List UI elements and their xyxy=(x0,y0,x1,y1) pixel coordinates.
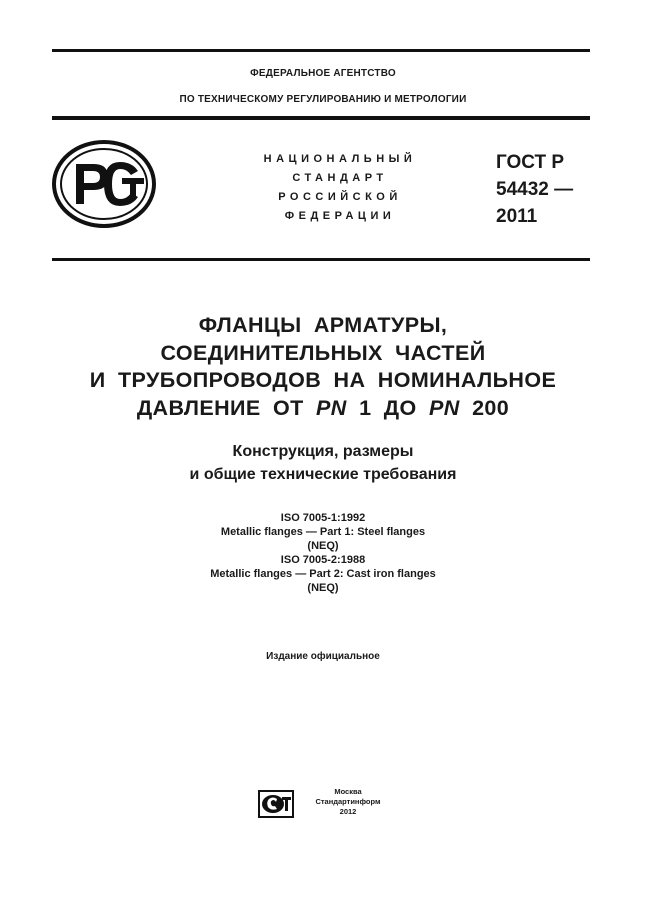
iso-ref-line: Metallic flanges — Part 2: Cast iron flanges xyxy=(210,568,436,580)
iso-references xyxy=(0,511,646,595)
title-line-1: ФЛАНЦЫ АРМАТУРЫ, xyxy=(198,313,448,337)
iso-ref-line: (NEQ) xyxy=(307,540,339,552)
title-line-4-part-c: 200 xyxy=(459,395,510,420)
iso-ref-line: ISO 7005-1:1992 xyxy=(280,512,366,524)
standartinform-icon xyxy=(258,790,294,818)
document-subtitle xyxy=(0,440,646,486)
title-line-4-part-b: 1 ДО xyxy=(346,395,430,420)
standard-type xyxy=(240,150,440,226)
title-line-4-part-a: ДАВЛЕНИЕ ОТ xyxy=(136,395,317,420)
iso-ref-line: (NEQ) xyxy=(307,582,339,594)
title-pn-2: PN xyxy=(429,395,460,420)
designation-line-1: ГОСТ Р xyxy=(496,152,565,173)
middle-rule xyxy=(52,258,590,261)
standard-type-line-4: ФЕДЕРАЦИИ xyxy=(284,210,396,222)
publisher-info xyxy=(298,787,398,817)
subtitle-line-1: Конструкция, размеры xyxy=(232,443,414,460)
iso-ref-line: Metallic flanges — Part 1: Steel flanges xyxy=(220,526,426,538)
iso-ref-line: ISO 7005-2:1988 xyxy=(280,554,366,566)
title-pn-1: PN xyxy=(316,395,347,420)
title-line-3: И ТРУБОПРОВОДОВ НА НОМИНАЛЬНОЕ xyxy=(89,368,557,392)
agency-line-2: ПО ТЕХНИЧЕСКОМУ РЕГУЛИРОВАНИЮ И МЕТРОЛОГИИ xyxy=(179,94,467,105)
designation-line-2: 54432 — xyxy=(496,179,574,200)
publisher-name: Стандартинформ xyxy=(315,797,381,806)
agency-line-1: ФЕДЕРАЛЬНОЕ АГЕНТСТВО xyxy=(250,68,396,79)
designation-line-3: 2011 xyxy=(496,206,538,227)
header-rule xyxy=(52,116,590,120)
edition-label: Издание официальное xyxy=(266,651,380,662)
title-line-2: СОЕДИНИТЕЛЬНЫХ ЧАСТЕЙ xyxy=(160,340,486,365)
document-title xyxy=(0,312,646,422)
standard-type-line-2: СТАНДАРТ xyxy=(292,172,388,184)
publisher-city: Москва xyxy=(334,787,362,796)
rst-mark-icon xyxy=(52,140,156,228)
publisher-year: 2012 xyxy=(339,807,357,816)
title-line-4 xyxy=(0,395,646,423)
standard-designation xyxy=(496,149,596,230)
standard-type-line-1: НАЦИОНАЛЬНЫЙ xyxy=(263,153,417,165)
top-rule xyxy=(52,49,590,52)
standard-type-line-3: РОССИЙСКОЙ xyxy=(278,191,402,203)
subtitle-line-2: и общие технические требования xyxy=(189,466,457,483)
